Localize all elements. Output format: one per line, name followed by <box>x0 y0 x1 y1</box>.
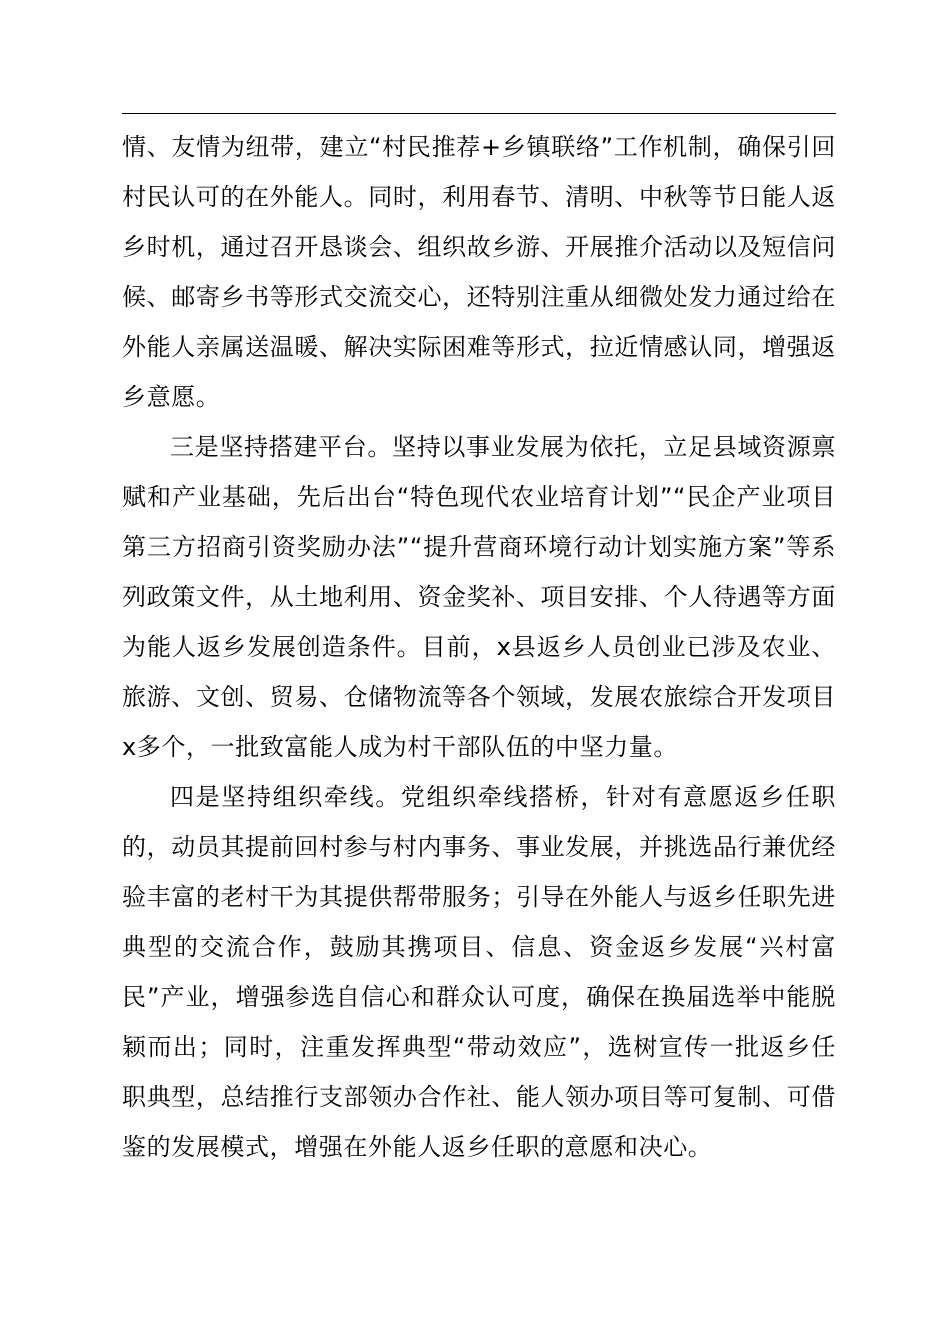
header-rule <box>122 113 836 114</box>
paragraph-continuation: 情、友情为纽带，建立“村民推荐+乡镇联络”工作机制，确保引回村民认可的在外能人。同时，利用春节、清明、中秋等节日能人返乡时机，通过召开恳谈会、组织故乡游、开展推介活动以及短信问候、邮寄乡书等形式交流交心，还特别注重从细微处发力通过给在外能人亲属送温暖、解决实际困难等形式，拉近情感认同，增强返乡意愿。 <box>122 133 836 411</box>
paragraph-build-platform: 三是坚持搭建平台。坚持以事业发展为依托，立足县域资源禀赋和产业基础，先后出台“特色现代农业培育计划”“民企产业项目第三方招商引资奖励办法”“提升营商环境行动计划实施方案”等系列政策文件，从土地利用、资金奖补、项目安排、个人待遇等方面为能人返乡发展创造条件。目前，x县返乡人员创业已涉及农业、旅游、文创、贸易、仓储物流等各个领域，发展农旅综合开发项目x多个，一批致富能人成为村干部队伍的中坚力量。 <box>122 433 836 761</box>
paragraph-organization-link: 四是坚持组织牵线。党组织牵线搭桥，针对有意愿返乡任职的，动员其提前回村参与村内事务、事业发展，并挑选品行兼优经验丰富的老村干为其提供帮带服务；引导在外能人与返乡任职先进典型的交流合作，鼓励其携项目、信息、资金返乡发展“兴村富民”产业，增强参选自信心和群众认可度，确保在换届选举中能脱颖而出；同时，注重发挥典型“带动效应”，选树宣传一批返乡任职典型，总结推行支部领办合作社、能人领办项目等可复制、可借鉴的发展模式，增强在外能人返乡任职的意愿和决心。 <box>122 783 836 1161</box>
body-text <box>122 122 836 1172</box>
